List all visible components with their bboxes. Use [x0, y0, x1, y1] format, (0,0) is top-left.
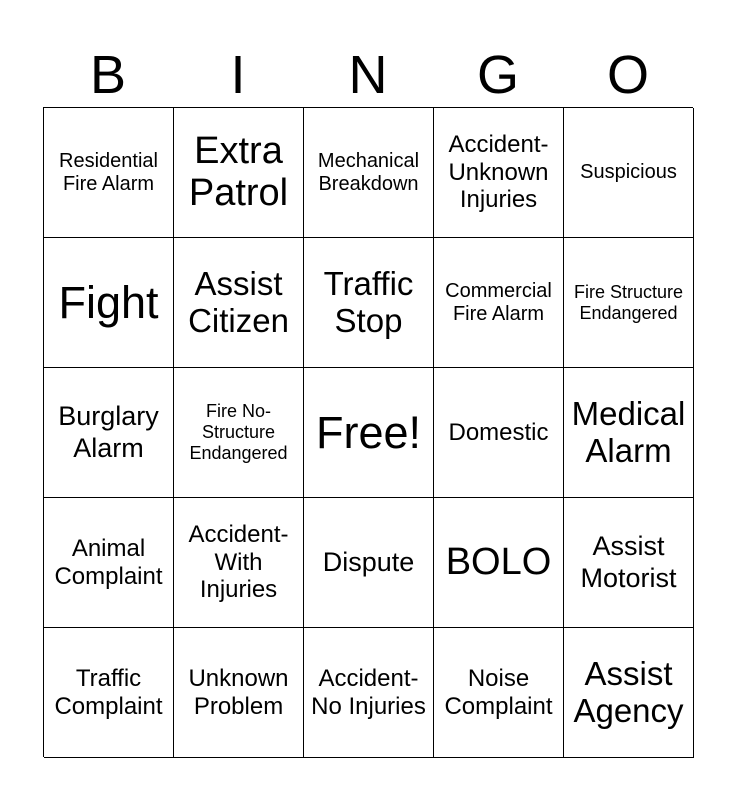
bingo-cell-r0-c3[interactable]: Accident- Unknown Injuries [434, 108, 564, 238]
bingo-cell-r4-c0[interactable]: Traffic Complaint [44, 628, 174, 758]
header-letter-o: O [606, 45, 649, 105]
bingo-board [43, 107, 693, 757]
bingo-cell-r4-c1[interactable]: Unknown Problem [174, 628, 304, 758]
header-letter-b: B [89, 45, 127, 105]
bingo-cell-r2-c0[interactable]: Burglary Alarm [44, 368, 174, 498]
header-letter-i: I [230, 45, 246, 105]
bingo-cell-r1-c1[interactable]: Assist Citizen [174, 238, 304, 368]
bingo-cell-r1-c0[interactable]: Fight [44, 238, 174, 368]
bingo-cell-r0-c1[interactable]: Extra Patrol [174, 108, 304, 238]
bingo-cell-r0-c0[interactable]: Residential Fire Alarm [44, 108, 174, 238]
bingo-cell-r1-c3[interactable]: Commercial Fire Alarm [434, 238, 564, 368]
bingo-cell-r4-c3[interactable]: Noise Complaint [434, 628, 564, 758]
header-letter-n: N [348, 45, 388, 105]
bingo-cell-r2-c2-free[interactable]: Free! [304, 368, 434, 498]
bingo-cell-r1-c4[interactable]: Fire Structure Endangered [564, 238, 694, 368]
bingo-cell-r3-c0[interactable]: Animal Complaint [44, 498, 174, 628]
header-letter-g: G [476, 45, 519, 105]
bingo-cell-r4-c4[interactable]: Assist Agency [564, 628, 694, 758]
bingo-cell-r4-c2[interactable]: Accident- No Injuries [304, 628, 434, 758]
bingo-cell-r0-c4[interactable]: Suspicious [564, 108, 694, 238]
bingo-cell-r0-c2[interactable]: Mechanical Breakdown [304, 108, 434, 238]
bingo-cell-r3-c3[interactable]: BOLO [434, 498, 564, 628]
bingo-cell-r3-c1[interactable]: Accident- With Injuries [174, 498, 304, 628]
bingo-cell-r3-c4[interactable]: Assist Motorist [564, 498, 694, 628]
bingo-header [43, 44, 693, 106]
bingo-cell-r2-c3[interactable]: Domestic [434, 368, 564, 498]
bingo-cell-r3-c2[interactable]: Dispute [304, 498, 434, 628]
bingo-cell-r2-c1[interactable]: Fire No- Structure Endangered [174, 368, 304, 498]
bingo-cell-r2-c4[interactable]: Medical Alarm [564, 368, 694, 498]
bingo-cell-r1-c2[interactable]: Traffic Stop [304, 238, 434, 368]
